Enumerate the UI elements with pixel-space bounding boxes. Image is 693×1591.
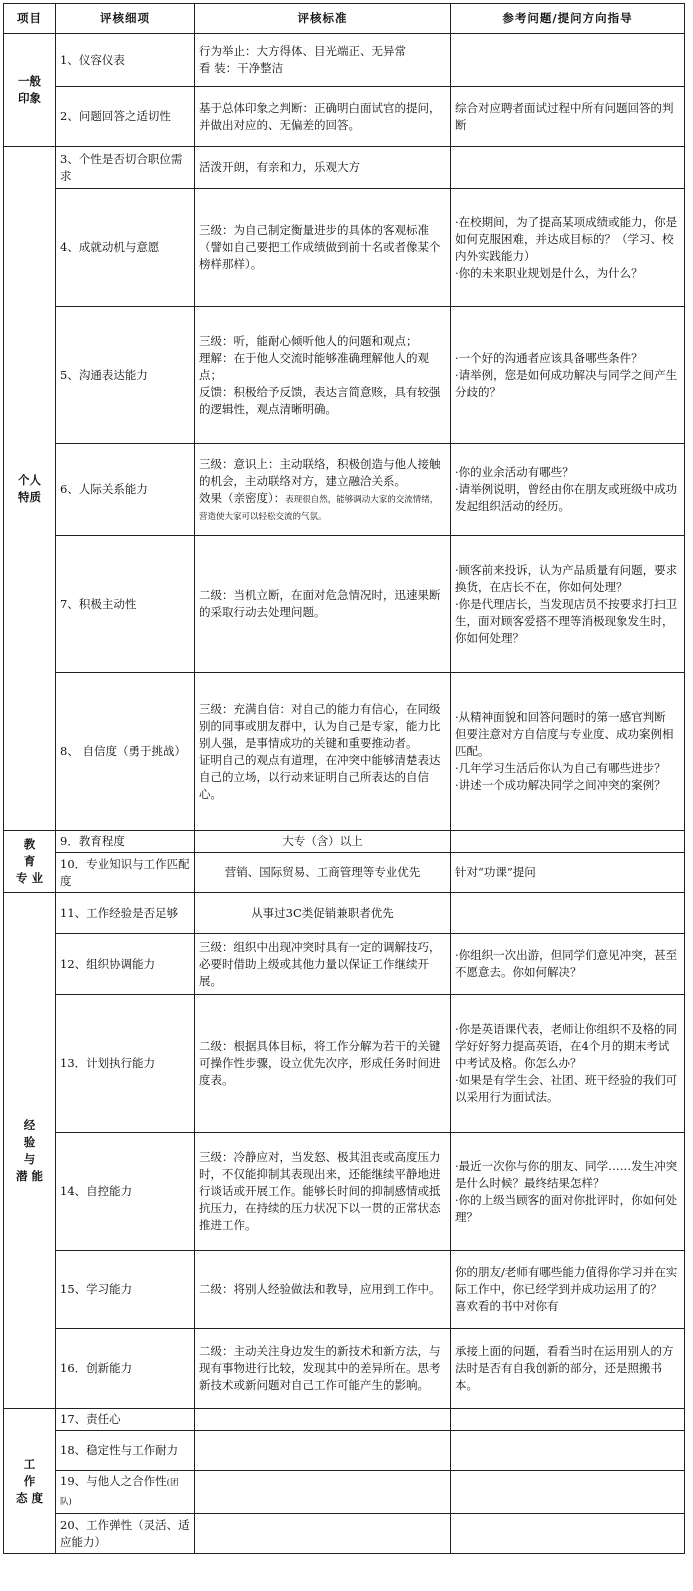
table-row	[4, 536, 685, 673]
table-row	[4, 1251, 685, 1329]
questions-cell: ·你的业余活动有哪些？ ·请举例说明，曾经由你在朋友或班级中成功发起组织活动的经历。	[451, 444, 685, 536]
table-row	[4, 673, 685, 831]
questions-cell: 针对“功课”提问	[451, 853, 685, 893]
questions-cell	[451, 893, 685, 934]
questions-cell: ·在校期间，为了提高某项成绩或能力，你是如何克服困难，并达成目标的？（学习、校内外实践能力） ·你的未来职业规划是什么，为什么？	[451, 189, 685, 307]
criteria-cell	[195, 444, 451, 536]
criteria-cell: 二级：根据具体目标，将工作分解为若干的关键可操作性步骤，设立优先次序，形成任务时间进度表。	[195, 995, 451, 1133]
criteria-cell: 三级：为自己制定衡量进步的具体的客观标准（譬如自己要把工作成绩做到前十名或者像某个榜样那样）。	[195, 189, 451, 307]
item-cell: 11、工作经验是否足够	[56, 893, 195, 934]
table-row	[4, 307, 685, 444]
table-row	[4, 995, 685, 1133]
questions-cell: ·你是英语课代表，老师让你组织不及格的同学好好努力提高英语，在4个月的期末考试中考试及格。你怎么办？ ·如果是有学生会、社团、班干经验的我们可以采用行为面试法。	[451, 995, 685, 1133]
header-row	[4, 4, 685, 34]
item-cell: 20、工作弹性（灵活、适应能力）	[56, 1514, 195, 1554]
questions-cell: 承接上面的问题，看看当时在运用别人的方法时是否有自我创新的部分，还是照搬书本。	[451, 1329, 685, 1409]
criteria-cell: 三级：听，能耐心倾听他人的问题和观点； 理解：在于他人交流时能够准确理解他人的观点； 反馈：积极给予反馈，表达言简意赅，具有较强的逻辑性，观点清晰明确。	[195, 307, 451, 444]
item-cell: 9．教育程度	[56, 831, 195, 853]
category-cell: 个人 特质	[4, 147, 56, 831]
criteria-cell: 营销、国际贸易、工商管理等专业优先	[195, 853, 451, 893]
questions-cell	[451, 831, 685, 853]
questions-cell	[451, 1471, 685, 1514]
item-cell: 17、责任心	[56, 1409, 195, 1431]
table-row	[4, 147, 685, 189]
evaluation-table	[3, 3, 685, 1554]
criteria-cell: 活泼开朗，有亲和力，乐观大方	[195, 147, 451, 189]
header-criteria: 评核标准	[195, 4, 451, 34]
item-cell: 13．计划执行能力	[56, 995, 195, 1133]
category-cell: 一般 印象	[4, 34, 56, 147]
item-cell: 2、问题回答之适切性	[56, 87, 195, 147]
item-cell: 1、仪容仪表	[56, 34, 195, 87]
criteria-cell: 二级：当机立断，在面对危急情况时，迅速果断的采取行动去处理问题。	[195, 536, 451, 673]
table-row	[4, 87, 685, 147]
header-category: 项目	[4, 4, 56, 34]
criteria-text: 三级：意识上：主动联络，积极创造与他人接触的机会，主动联络对方，建立融洽关系。 效果（亲密度）：	[199, 456, 441, 505]
table-row	[4, 893, 685, 934]
questions-cell	[451, 1431, 685, 1471]
criteria-cell: 基于总体印象之判断：正确明白面试官的提问，并做出对应的、无偏差的回答。	[195, 87, 451, 147]
item-cell: 14、自控能力	[56, 1133, 195, 1251]
criteria-cell: 二级：主动关注身边发生的新技术和新方法，与现有事物进行比较，发现其中的差异所在。思考新技术或新问题对自己工作可能产生的影响。	[195, 1329, 451, 1409]
criteria-cell: 二级：将别人经验做法和教导，应用到工作中。	[195, 1251, 451, 1329]
item-cell: 16．创新能力	[56, 1329, 195, 1409]
criteria-cell: 大专（含）以上	[195, 831, 451, 853]
item-cell: 4、成就动机与意愿	[56, 189, 195, 307]
questions-cell	[451, 147, 685, 189]
item-cell: 18、稳定性与工作耐力	[56, 1431, 195, 1471]
header-item: 评核细项	[56, 4, 195, 34]
item-cell: 5、沟通表达能力	[56, 307, 195, 444]
table-row	[4, 1329, 685, 1409]
questions-cell: ·顾客前来投诉，认为产品质量有问题，要求换货，在店长不在，你如何处理？ ·你是代理店长，当发现店员不按要求打扫卫生，面对顾客爱搭不理等消极现象发生时，你如何处理？	[451, 536, 685, 673]
table-row	[4, 444, 685, 536]
table-row	[4, 1409, 685, 1431]
questions-cell: 综合对应聘者面试过程中所有问题回答的判断	[451, 87, 685, 147]
item-cell	[56, 1471, 195, 1514]
criteria-cell	[195, 1514, 451, 1554]
table-row	[4, 1514, 685, 1554]
criteria-cell	[195, 1409, 451, 1431]
item-cell: 10．专业知识与工作匹配度	[56, 853, 195, 893]
questions-cell	[451, 34, 685, 87]
table-row	[4, 189, 685, 307]
table-row	[4, 1471, 685, 1514]
category-cell: 经 验 与 潜 能	[4, 893, 56, 1409]
questions-cell: ·从精神面貌和回答问题时的第一感官判断 但要注意对方自信度与专业度、成功案例相匹配。 ·几年学习生活后你认为自己有哪些进步？ ·讲述一个成功解决同学之间冲突的案例？	[451, 673, 685, 831]
criteria-cell: 三级：冷静应对，当发怒、极其沮丧或高度压力时，不仅能抑制其表现出来，还能继续平静地进行谈话或开展工作。能够长时间的抑制感情或抵抗压力，在持续的压力状况下以一贯的正常状态推进工作。	[195, 1133, 451, 1251]
category-cell: 工 作 态 度	[4, 1409, 56, 1554]
questions-cell	[451, 1514, 685, 1554]
header-questions: 参考问题/提问方向指导	[451, 4, 685, 34]
questions-cell	[451, 1409, 685, 1431]
questions-cell: 你的朋友/老师有哪些能力值得你学习并在实际工作中，你已经学到并成功运用了的？ 喜欢看的书中对你有	[451, 1251, 685, 1329]
table-row	[4, 831, 685, 853]
table-row	[4, 853, 685, 893]
questions-cell: ·你组织一次出游，但同学们意见冲突，甚至不愿意去。你如何解决？	[451, 934, 685, 995]
item-cell: 6、人际关系能力	[56, 444, 195, 536]
criteria-cell: 三级：充满自信：对自己的能力有信心，在同级别的同事或朋友群中，认为自己是专家，能力比别人强，是事情成功的关键和重要推动者。 证明自己的观点有道理，在冲突中能够清楚表达自己的立场，以行动来证明自己所表达的自信心。	[195, 673, 451, 831]
criteria-cell	[195, 1431, 451, 1471]
item-text: 19、与他人之合作性	[60, 1474, 167, 1488]
item-cell: 15、学习能力	[56, 1251, 195, 1329]
category-cell: 教 育 专 业	[4, 831, 56, 893]
criteria-cell	[195, 1471, 451, 1514]
questions-cell: ·最近一次你与你的朋友、同学……发生冲突是什么时候？最终结果怎样？ ·你的上级当顾客的面对你批评时，你如何处理？	[451, 1133, 685, 1251]
table-row	[4, 1133, 685, 1251]
criteria-cell: 从事过3C类促销兼职者优先	[195, 893, 451, 934]
item-cell: 8、 自信度（勇于挑战）	[56, 673, 195, 831]
table-row	[4, 934, 685, 995]
table-row	[4, 34, 685, 87]
table-row	[4, 1431, 685, 1471]
item-note: (团队)	[60, 1478, 179, 1507]
criteria-cell: 三级：组织中出现冲突时具有一定的调解技巧，必要时借助上级或其他力量以保证工作继续开展。	[195, 934, 451, 995]
item-cell: 7、积极主动性	[56, 536, 195, 673]
criteria-note: 表现很自然，能够调动大家的交流情绪，营造使大家可以轻松交流的气氛。	[199, 494, 439, 522]
item-cell: 12、组织协调能力	[56, 934, 195, 995]
criteria-cell: 行为举止：大方得体、目光端正、无异常 看 装：干净整洁	[195, 34, 451, 87]
item-cell: 3、个性是否切合职位需求	[56, 147, 195, 189]
questions-cell: ·一个好的沟通者应该具备哪些条件？ ·请举例，您是如何成功解决与同学之间产生分歧的？	[451, 307, 685, 444]
